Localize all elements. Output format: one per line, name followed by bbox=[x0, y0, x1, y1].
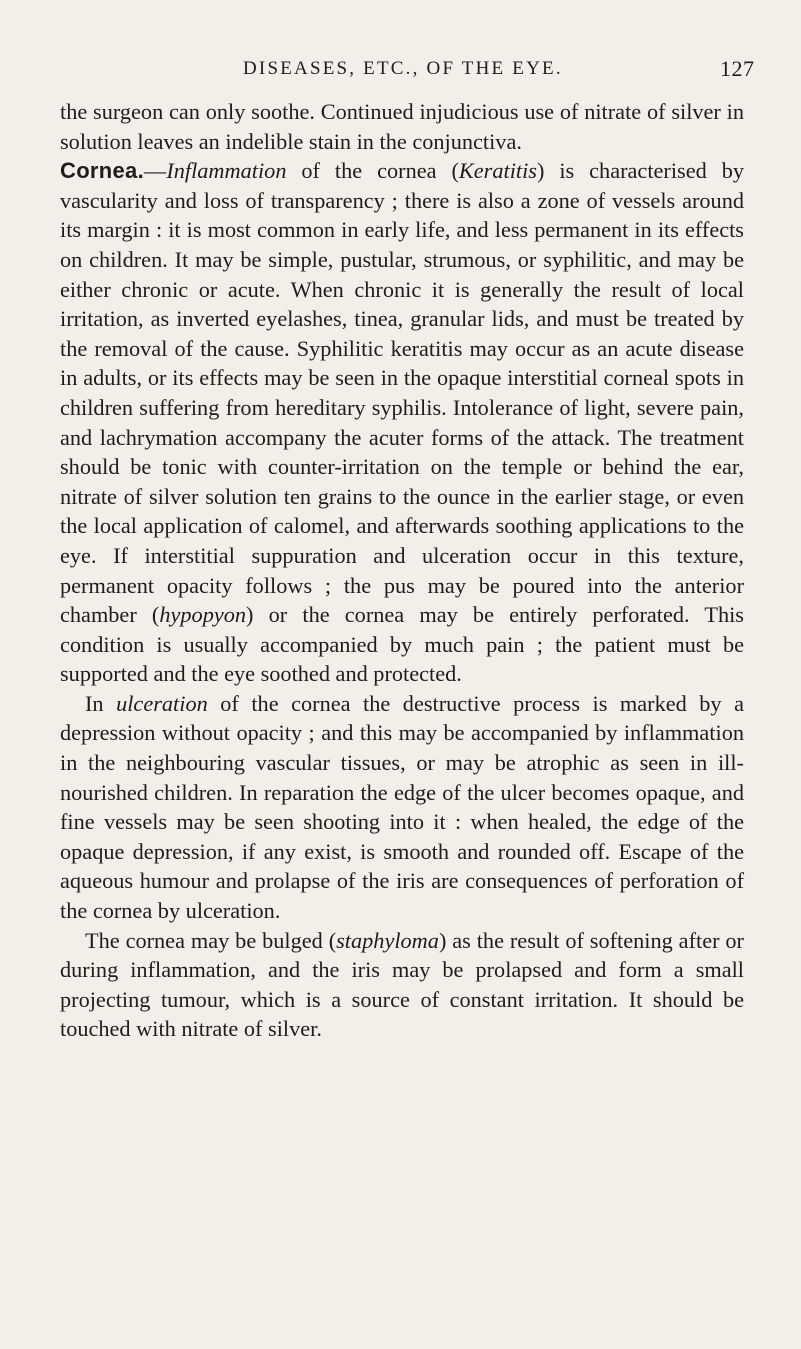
paragraph-text: ) is characterised by vascularity and loss of transparency ; there is also a zone of vessels around its margin : it is most common in early life, and less permanent in its effects on children. It may be simple, pustular, strumous, or syphilitic, and may be either chronic or acute. When chronic it is generally the result of local irritation, as inverted eyelashes, tinea, granular lids, and must be treated by the removal of the cause. Syphilitic keratitis may occur as an acute disease in adults, or its effects may be seen in the opaque interstitial corneal spots in children suffering from hereditary syphilis. Intolerance of light, severe pain, and lachrymation accompany the acuter forms of the attack. The treatment should be tonic with counter-irritation on the temple or behind the ear, nitrate of silver solution ten grains to the ounce in the earlier stage, or even the local application of calomel, and afterwards soothing applications to the eye. If interstitial suppuration and ulceration occur in this texture, permanent opacity follows ; the pus may be poured into the anterior chamber ( bbox=[60, 158, 744, 628]
page-number: 127 bbox=[720, 56, 755, 81]
paragraph-text: ) as the result of softening after or during inflammation, and the iris may be prolapsed and form a small projecting tumour, which is a source of constant irritation. It should be touched with nitrate of silver. bbox=[60, 927, 744, 1042]
paragraph-cornea bbox=[60, 156, 744, 689]
italic-term-keratitis: Keratitis bbox=[458, 158, 537, 184]
paragraph-text: of the cornea the destructive process is marked by a depression without opacity ; and this may be accompanied by inflammation in the neighbouring vascular tissues, or may be atrophic as seen in ill-nourished children. In reparation the edge of the ulcer becomes opaque, and fine vessels may be seen shooting into it : when healed, the edge of the opaque depression, if any exist, is smooth and rounded off. Escape of the aqueous humour and prolapse of the iris are consequences of perforation of the cornea by ulceration. bbox=[60, 690, 744, 924]
paragraph-continued bbox=[60, 97, 744, 156]
italic-term-hypopyon: hypopyon bbox=[159, 602, 247, 628]
italic-term-staphyloma: staphyloma bbox=[336, 927, 439, 953]
italic-term-inflammation: Inflammation bbox=[166, 158, 287, 184]
running-title: DISEASES, ETC., OF THE EYE. bbox=[243, 58, 563, 79]
running-head bbox=[0, 58, 801, 88]
paragraph-ulceration bbox=[60, 689, 744, 926]
paragraph-staphyloma bbox=[60, 926, 744, 1044]
body-text bbox=[60, 97, 744, 1044]
paragraph-text: ) or the cornea may be entirely perforated. This condition is usually accompanied by much pain ; the patient must be supported and the eye soothed and protected. bbox=[60, 602, 744, 687]
paragraph-text: of the cornea ( bbox=[286, 158, 459, 184]
paragraph-text: In bbox=[85, 690, 117, 716]
paragraph-text: The cornea may be bulged ( bbox=[85, 927, 337, 953]
em-dash: — bbox=[144, 158, 167, 184]
paragraph-text: the surgeon can only soothe. Continued injudicious use of nitrate of silver in solution leaves an indelible stain in the conjunctiva. bbox=[60, 99, 744, 154]
section-heading-cornea: Cornea. bbox=[60, 158, 145, 184]
italic-term-ulceration: ulceration bbox=[116, 690, 208, 716]
